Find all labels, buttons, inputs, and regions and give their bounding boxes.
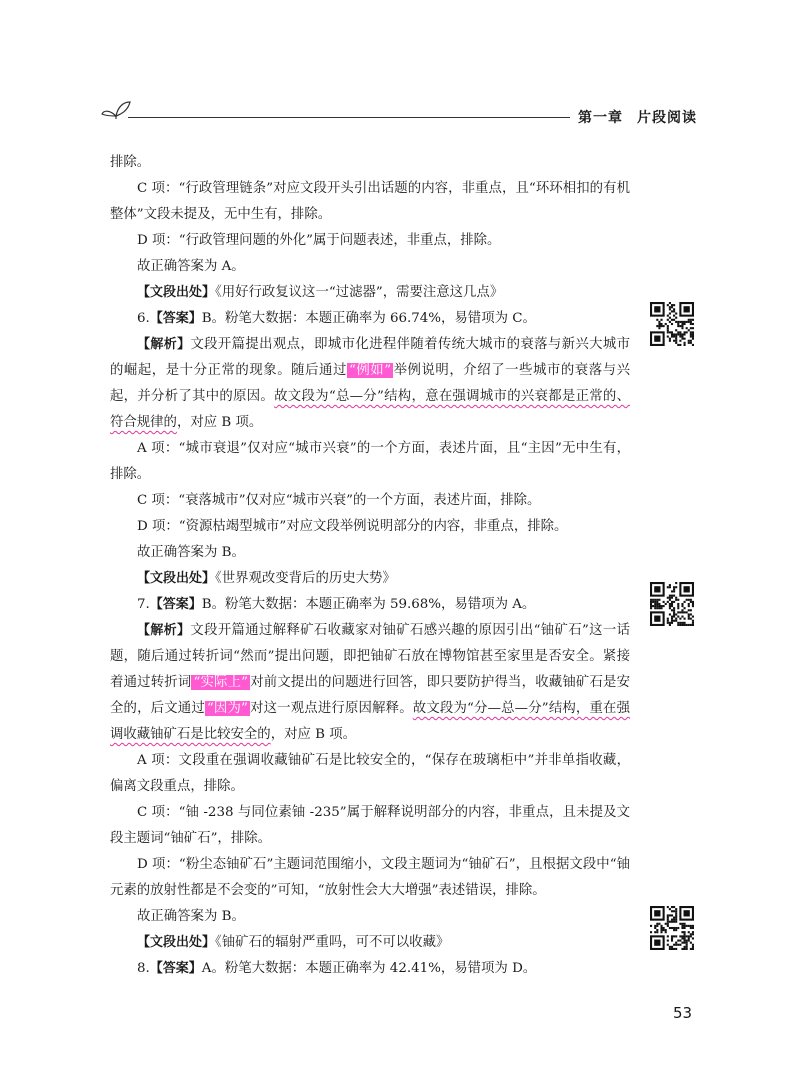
q6-explanation — [110, 332, 630, 436]
explanation-text: 文段开篇提出观点，即城市化进程伴随着传统大城市的衰落与新兴大城市的崛起，是十分正常的现象。随后通过 — [110, 337, 630, 378]
answer-conclusion: 故正确答案为 A。 — [137, 259, 245, 274]
source-label: 【文段出处】 — [137, 285, 216, 300]
answer-text: B。粉笔大数据：本题正确率为 66.74%，易错项为 C。 — [201, 311, 536, 326]
page-number: 53 — [673, 1004, 693, 1022]
question-number: 7. — [137, 597, 150, 612]
wavy-underline-text: 故文段为“总—分”结构，意在强调城市的兴衰都是正常的、符合规律的 — [110, 389, 630, 430]
source-title: 《铀矿石的辐射严重吗，可不可以收藏》 — [215, 935, 450, 950]
q8-answer-line — [110, 956, 630, 982]
explanation-text: 对前文提出的问题进行回答，即只要防护得当，收藏铀矿石是安全的，后文通过 — [110, 675, 631, 716]
question-number: 6. — [137, 311, 150, 326]
header-rule — [128, 117, 570, 118]
qr-code-icon[interactable] — [650, 582, 694, 626]
explanation-text: ，对应 B 项。 — [176, 415, 263, 430]
option-c-analysis: C 项：“铀 -238 与同位素铀 -235”属于解释说明部分的内容，非重点，且未提及文段主题词“铀矿石”，排除。 — [110, 805, 630, 846]
answer-text: B。粉笔大数据：本题正确率为 59.68%，易错项为 A。 — [201, 597, 536, 612]
source-title: 《世界观改变背后的历史大势》 — [215, 571, 396, 586]
question-number: 8. — [137, 961, 150, 976]
section-title: 片段阅读 — [637, 110, 697, 126]
answer-label: 【答案】 — [149, 961, 202, 976]
source-label: 【文段出处】 — [137, 571, 216, 586]
highlight-keyword: “因为” — [206, 701, 248, 716]
option-d-analysis: D 项：“粉尘态铀矿石”主题词范围缩小，文段主题词为“铀矿石”，且根据文段中“铀元素的放射性都是不会变的”可知，“放射性会大大增强”表述错误，排除。 — [110, 857, 630, 898]
explanation-text: 文段开篇通过解释矿石收藏家对铀矿石感兴趣的原因引出“铀矿石”这一话题，随后通过转折词“然而”提出问题，即把铀矿石放在博物馆甚至家里是否安全。紧接着通过转折词 — [110, 623, 630, 690]
answer-conclusion: 故正确答案为 B。 — [137, 545, 245, 560]
chapter-number: 第一章 — [578, 110, 623, 126]
text-line: 排除。 — [110, 155, 151, 170]
chapter-heading — [578, 107, 711, 127]
explanation-text: 举例说明，介绍了一些城市的衰落与兴起，并分析了其中的原因。 — [110, 363, 630, 404]
option-d-analysis: D 项：“资源枯竭型城市”对应文段举例说明部分的内容，非重点，排除。 — [137, 519, 568, 534]
source-title: 《用好行政复议这一“过滤器”，需要注意这几点》 — [215, 285, 504, 300]
explanation-text: 对这一观点进行原因解释。 — [249, 701, 413, 716]
answer-conclusion: 故正确答案为 B。 — [137, 909, 245, 924]
qr-code-icon[interactable] — [650, 302, 694, 346]
highlight-keyword: “例如” — [348, 363, 392, 378]
wavy-underline-text: 故文段为“分—总—分”结构，重在强调收藏铀矿石是比较安全的 — [110, 701, 630, 742]
q7-answer-line — [110, 592, 630, 618]
explanation-label: 【解析】 — [137, 623, 191, 638]
q7-explanation — [110, 618, 630, 748]
source-line — [110, 566, 630, 592]
qr-code-icon[interactable] — [650, 906, 694, 950]
answer-label: 【答案】 — [149, 597, 202, 612]
source-line — [110, 930, 630, 956]
q6-answer-line — [110, 306, 630, 332]
option-c-analysis: C 项：“行政管理链条”对应文段开头引出话题的内容，非重点，且“环环相扣的有机整体”文段未提及，无中生有，排除。 — [110, 181, 630, 222]
explanation-text: ，对应 B 项。 — [270, 727, 356, 742]
source-label: 【文段出处】 — [137, 935, 216, 950]
option-a-analysis: A 项：文段重在强调收藏铀矿石是比较安全的，“保存在玻璃柜中”并非单指收藏，偏离文段重点，排除。 — [110, 753, 630, 794]
answer-label: 【答案】 — [149, 311, 202, 326]
page-content — [110, 150, 630, 982]
source-line — [110, 280, 630, 306]
answer-text: A。粉笔大数据：本题正确率为 42.41%，易错项为 D。 — [201, 961, 537, 976]
option-c-analysis: C 项：“衰落城市”仅对应“城市兴衰”的一个方面，表述片面，排除。 — [137, 493, 541, 508]
option-d-analysis: D 项：“行政管理问题的外化”属于问题表述，非重点，排除。 — [137, 233, 501, 248]
explanation-label: 【解析】 — [137, 337, 191, 352]
highlight-keyword: “实际上” — [193, 675, 249, 690]
option-a-analysis: A 项：“城市衰退”仅对应“城市兴衰”的一个方面，表述片面，且“主因”无中生有，排除。 — [110, 441, 630, 482]
